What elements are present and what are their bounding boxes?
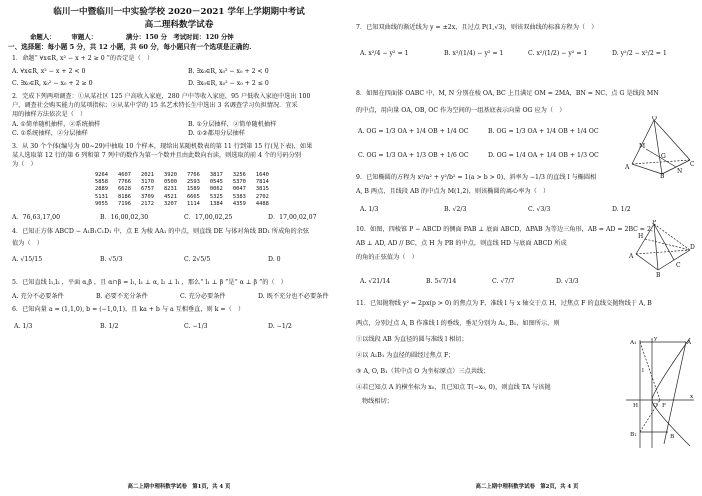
exam-title: 临川一中暨临川一中实验学校 2020－2021 学年上学期期中考试 <box>53 7 305 17</box>
fig8-label-o: O <box>652 116 657 122</box>
q9-option-c: C. √3/3 <box>528 206 551 213</box>
random-table-cell: 5325 <box>209 193 223 200</box>
random-table-row <box>90 186 274 193</box>
fig11-label-h: H <box>633 403 639 409</box>
question-2-line-2: 户，调查社会购买能力的某项指标；②从某中学的 15 名艺术特长生中选出 3 名调查学习负担情况．宜采 <box>12 102 298 109</box>
random-table-cell: 0500 <box>163 179 177 186</box>
section-1-heading: 一、选择题：每小题 5 分，共 12 小题，共 60 分，每小题只有一个选项是正确的. <box>8 43 252 51</box>
q7-option-a: A. x²/4 − y² = 1 <box>360 50 409 57</box>
q8-option-d: D. OG = 1/4 OA + 1/4 OB + 1/3 OC <box>488 152 599 159</box>
q8-option-a: A. OG = 1/3 OA + 1/4 OB + 1/4 OC <box>358 128 469 135</box>
q7-option-d: D. y²/2 − x²/2 = 1 <box>612 50 667 57</box>
random-table-cell: 8186 <box>117 193 131 200</box>
pyramid-figure <box>628 220 696 278</box>
q3-option-a: A．76,63,17,00 <box>12 214 61 221</box>
q3-option-c: C．17,00,02,25 <box>184 214 233 221</box>
fig10-label-b: B <box>656 272 661 278</box>
random-table-cell: 7766 <box>117 179 131 186</box>
question-9-line-2: A, B 两点，且线段 AB 的中点为 M(1,2)，则该椭圆的离心率为（ ） <box>356 188 550 195</box>
random-table-cell: 4607 <box>117 172 131 178</box>
q5-option-a: A. 充分不必要条件 <box>12 293 64 300</box>
q4-option-a: A. √15/15 <box>12 256 43 263</box>
q11-statement-3: ③ A, O, B₁（其中点 O 为坐标原点）三点共线； <box>356 368 490 375</box>
q2-option-c: C. ①系统抽样，②分层抽样 <box>12 130 88 137</box>
exam-meta: 命题人： 审题人： 满分：150 分 考试时间：120 分钟 <box>30 33 234 41</box>
fig10-label-p: P <box>652 220 657 226</box>
random-table-cell: 8231 <box>163 186 177 193</box>
q11-statement-2: ②以 A₁B₁ 为直径的圆经过焦点 F； <box>356 352 455 359</box>
random-table-cell: 5131 <box>95 193 108 200</box>
q10-option-a: A. √21/14 <box>360 278 391 285</box>
random-table-cell: 2021 <box>140 172 154 178</box>
fig8-label-g: G <box>661 153 666 160</box>
random-table-cell: 0545 <box>209 179 223 186</box>
q4-option-b: B. √5/3 <box>100 256 123 263</box>
question-8-line-1: 8．如图在四面体 OABC 中，M, N 分别在棱 OA, BC 上且满足 OM = 2MA，BN = NC，点 G 是线段 MN <box>356 90 659 97</box>
q5-option-b: B. 必要不充分条件 <box>96 293 148 300</box>
page-1-footer: 高二上期中理科数学试卷 第1页，共 4 页 <box>127 484 231 490</box>
tetrahedron-figure <box>624 116 696 178</box>
random-table-cell: 5370 <box>232 179 246 186</box>
fig11-label-b: B <box>670 434 675 440</box>
q10-option-d: D. √3/3 <box>556 278 579 285</box>
q5-option-c: C. 充分必要条件 <box>180 293 226 300</box>
exam-page-1 <box>8 0 350 496</box>
random-table-cell: 1640 <box>255 172 269 178</box>
random-table-cell: 3170 <box>140 179 154 186</box>
question-3-line-2: 某人选取第 12 行的第 6 列和第 7 列中的数作为第一个数并且由此数向右读，则选取的前 4 个的号码分别 <box>12 152 302 159</box>
question-10-line-1: 10．如图，四棱锥 P − ABCD 的侧面 PAB ⊥ 底面 ABCD，ΔPAB 为等边三角形，AB = AD = 2BC = 2， <box>356 226 658 233</box>
q8-option-c: C. OG = 1/3 OA + 1/3 OB + 1/6 OC <box>358 152 469 159</box>
question-2-line-1: 2．完成下列两项调查：①从某社区 125 户高收入家庭，280 户中等收入家庭，95 户低收入家庭中选出 100 <box>12 93 311 100</box>
random-table-cell: 6757 <box>140 186 154 193</box>
q7-option-b: B. x²/(1/4) − y² = 1 <box>444 50 504 57</box>
random-table-cell: 7766 <box>186 172 200 178</box>
question-2-line-3: 用的抽样方法依次是（ ） <box>12 111 87 118</box>
fig11-label-o: O <box>653 403 658 409</box>
question-9-line-1: 9．已知椭圆的方程为 x²/a² + y²/b² = 1(a > b > 0)，斜率为 −1/3 的直线 l 与椭圆相 <box>356 174 597 181</box>
q4-option-c: C. 2√5/5 <box>184 256 211 263</box>
random-number-table <box>90 172 274 208</box>
question-10-line-2: AB ⊥ AD, AD // BC，点 H 为 PB 的中点，则直线 HD 与底面 ABCD 所成 <box>356 240 567 247</box>
q4-option-d: D. 0 <box>268 256 281 263</box>
random-table-cell: 3207 <box>163 200 177 207</box>
random-table-cell: 3256 <box>232 172 246 178</box>
random-table-cell: 5383 <box>232 193 246 200</box>
random-table-cell: 4488 <box>255 200 269 207</box>
random-table-cell: 4359 <box>232 200 246 207</box>
question-3-line-1: 3．从 30 个个体(编号为 00~29)中抽取 10 个样本，现给出某随机数表的第 11 行到第 15 行(见下表)，如果 <box>12 143 313 150</box>
random-table-cell: 2172 <box>140 200 154 207</box>
random-table-cell: 7196 <box>117 200 131 207</box>
q5-option-d: D. 既不充分也不必要条件 <box>258 293 329 300</box>
fig11-label-f: F <box>662 403 667 409</box>
q2-option-d: D. ①②都用分层抽样 <box>188 130 245 137</box>
q6-option-b: B. 1/2 <box>100 323 119 330</box>
random-table-row <box>90 179 274 186</box>
random-table-cell: 4521 <box>163 193 177 200</box>
random-table-cell: 5858 <box>95 179 108 186</box>
random-table-cell: 0047 <box>232 186 246 193</box>
q1-option-b: B. ∃x₀∈R, x₀² − x₀ + 2 < 0 <box>188 68 269 75</box>
exam-subtitle: 高二理科数学试卷 <box>144 20 214 30</box>
q1-option-a: A. ∀x∈R, x² − x + 2 < 0 <box>12 68 86 75</box>
question-8-line-2: 的中点，用向量 OA, OB, OC 作为空间的一组基底表示向量 OG 应为（ ） <box>356 107 566 114</box>
random-table-cell: 1114 <box>186 200 200 207</box>
fig8-label-c: C <box>690 161 695 168</box>
parabola-figure <box>624 332 696 452</box>
fig10-label-a: A <box>629 253 634 260</box>
random-table-cell: 2593 <box>186 179 200 186</box>
random-table-cell: 3920 <box>163 172 177 178</box>
q10-option-b: B. 5√7/14 <box>426 278 457 285</box>
question-4-line-1: 4．已知正方体 ABCD − A₁B₁C₁D₁ 中，点 E 为棱 AA₁ 的中点，则直线 DE 与体对角线 BD₁ 所成角的余弦 <box>12 228 310 235</box>
q8-option-b: B. OG = 1/3 OA + 1/4 OB + 1/4 OC <box>488 128 599 135</box>
random-table-row <box>90 194 274 201</box>
q11-statement-4: ④若已知点 A 的横坐标为 x₀，且已知点 T(−x₀, 0)，则直线 TA 与该抛 <box>356 384 551 391</box>
fig10-label-d: D <box>690 244 695 251</box>
random-table-cell: 7814 <box>255 179 269 186</box>
random-table-row <box>90 201 274 208</box>
question-1: 1．命题“ ∀x∈R, x² − x + 2 ≥ 0 ”的否定是（ ） <box>12 55 154 62</box>
q3-option-b: B．16,00,02,30 <box>100 214 149 221</box>
random-table-cell: 3817 <box>209 172 223 178</box>
fig11-label-a: A <box>687 340 692 346</box>
random-table-cell: 9055 <box>95 200 108 207</box>
fig11-label-y: y <box>654 336 658 342</box>
q1-option-c: C. ∃x₀∈R, x₀² − x₀ + 2 ≥ 0 <box>12 80 93 87</box>
question-11-line-2: 两点，分别过点 A, B 作准线 l 的垂线，垂足分别为 A₁, B₁，如图所示，则 <box>356 320 560 327</box>
q9-option-b: B. √2/3 <box>444 206 467 213</box>
fig11-label-a1: A₁ <box>630 340 637 346</box>
question-11-line-1: 11．已知抛物线 y² = 2px(p > 0) 的焦点为 F，准线 l 与 x 轴交于点 H，过焦点 F 的直线交抛物线于 A, B <box>356 300 652 307</box>
random-table-row <box>90 172 274 179</box>
random-table-cell: 6628 <box>117 186 131 193</box>
random-table-cell: 3815 <box>255 186 269 193</box>
question-4-line-2: 值为（ ） <box>12 240 43 247</box>
question-7: 7．已知双曲线的渐近线为 y = ±2x，且过点 P(1,√3)，则该双曲线的标准方程为（ ） <box>356 24 598 31</box>
random-table-cell: 3709 <box>140 193 154 200</box>
q10-option-c: C. √7/7 <box>492 278 515 285</box>
fig8-label-a: A <box>625 164 630 171</box>
random-table-cell: 2702 <box>255 193 269 200</box>
question-3-line-3: 为（ ） <box>12 161 37 168</box>
fig11-label-b1: B₁ <box>630 432 637 438</box>
q11-statement-1: ①以线段 AB 为直径的圆与准线 l 相切； <box>356 336 468 343</box>
question-5: 5．已知直线 l₁,l₂ ，平面 α,β ，且 α∩β = l₁, l₁ ⊥ α, l₂ ⊥ l₁ ，那么“ l₁ ⊥ β ”是“ α ⊥ β ”的（ ） <box>12 279 287 286</box>
fig8-label-n: N <box>677 168 683 175</box>
fig11-label-l: l <box>642 368 644 374</box>
fig10-label-c: C <box>676 262 681 269</box>
page-2-footer: 高二上期中理科数学试卷 第2页，共 4 页 <box>475 484 579 490</box>
random-table-cell: 6665 <box>186 193 200 200</box>
q2-option-a: A. ①简单随机抽样，②系统抽样 <box>12 121 101 128</box>
question-10-line-3: 的角的正弦值为（ ） <box>356 254 418 261</box>
q6-option-c: C. −1/3 <box>184 323 208 330</box>
question-6: 6．已知向量 a = (1,1,0), b = (−1,0,1)，且 ka + b 与 a 互相垂直，则 k =（ ） <box>12 306 245 313</box>
random-table-cell: 1589 <box>186 186 200 193</box>
q6-option-d: D. −1/2 <box>268 323 292 330</box>
q1-option-d: D. ∃x₀∈R, x₀² − x₀ + 2 ≤ 0 <box>188 80 269 87</box>
q7-option-c: C. x²/(1/2) − y² = 1 <box>528 50 588 57</box>
q9-option-d: D. 1/2 <box>612 206 631 213</box>
random-table-cell: 9264 <box>95 172 108 178</box>
exam-page-2 <box>356 0 698 496</box>
fig8-label-b: B <box>660 173 665 178</box>
q9-option-a: A. 1/3 <box>360 206 379 213</box>
random-table-cell: 1384 <box>209 200 223 207</box>
q11-statement-4-cont: 物线相切； <box>362 398 393 405</box>
fig10-label-h: H <box>638 233 644 240</box>
fig11-label-x: x <box>690 394 694 400</box>
q3-option-d: D．17,00,02,07 <box>268 214 317 221</box>
fig8-label-m: M <box>639 143 646 150</box>
q6-option-a: A. 1/3 <box>14 323 33 330</box>
q2-option-b: B. ①分层抽样，②简单随机抽样 <box>188 121 277 128</box>
random-table-cell: 2889 <box>95 186 108 193</box>
random-table-cell: 0062 <box>209 186 223 193</box>
